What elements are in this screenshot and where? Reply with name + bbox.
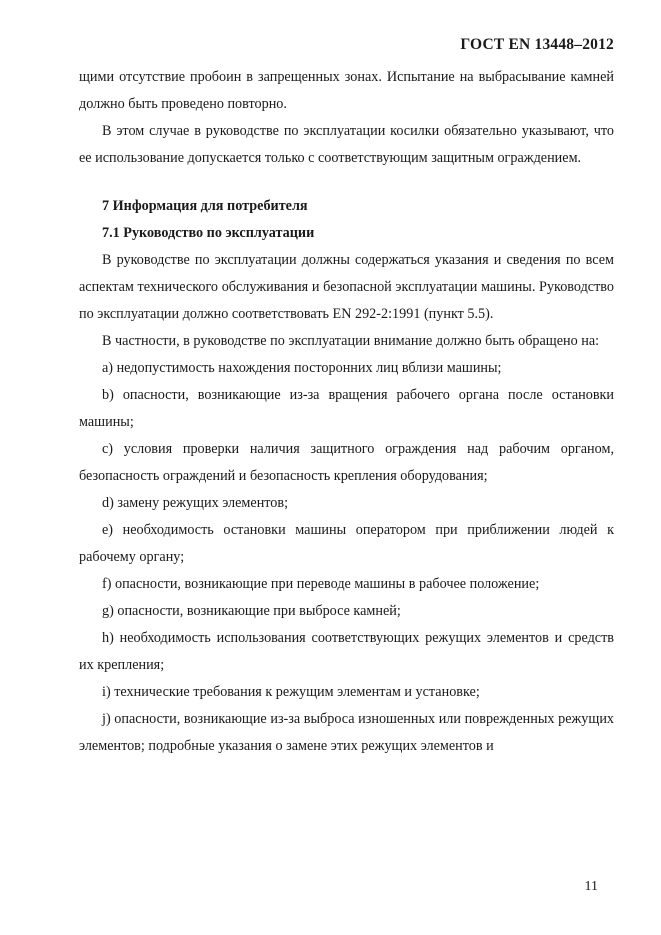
list-item-c: с) условия проверки наличия защитного ограждения над рабочим органом, безопасность ограждений и безопасность крепления оборудования; bbox=[79, 441, 614, 484]
page-body bbox=[79, 64, 614, 760]
section-gap bbox=[79, 172, 614, 193]
list-item-b: b) опасности, возникающие из-за вращения рабочего органа после остановки машины; bbox=[79, 387, 614, 430]
list-item-f: f) опасности, возникающие при переводе машины в рабочее положение; bbox=[102, 576, 540, 592]
list-item-d: d) замену режущих элементов; bbox=[102, 495, 289, 511]
subsection-heading-7-1: 7.1 Руководство по эксплуатации bbox=[102, 225, 315, 241]
paragraph-manual-requirements: В руководстве по эксплуатации должны содержаться указания и сведения по всем аспектам технического обслуживания и безопасной эксплуатации машины. Руководство по эксплуатации должно соответствовать EN 292-2:1991 (пункт 5.5). bbox=[79, 252, 614, 322]
section-heading-7: 7 Информация для потребителя bbox=[102, 198, 308, 214]
list-item-g: g) опасности, возникающие при выбросе камней; bbox=[102, 603, 401, 619]
document-code-header: ГОСТ EN 13448–2012 bbox=[460, 36, 614, 53]
paragraph-attention-intro: В частности, в руководстве по эксплуатации внимание должно быть обращено на: bbox=[102, 333, 600, 349]
paragraph-guard-note: В этом случае в руководстве по эксплуатации косилки обязательно указывают, что ее использование допускается только с соответствующим защитным ограждением. bbox=[79, 123, 614, 166]
list-item-a: а) недопустимость нахождения посторонних лиц вблизи машины; bbox=[102, 360, 502, 376]
list-item-h: h) необходимость использования соответствующих режущих элементов и средств их крепления; bbox=[79, 630, 614, 673]
page-number: 11 bbox=[584, 879, 598, 894]
paragraph-continuation: щими отсутствие пробоин в запрещенных зонах. Испытание на выбрасывание камней должно быть проведено повторно. bbox=[79, 69, 614, 112]
list-item-j: j) опасности, возникающие из-за выброса изношенных или поврежденных режущих элементов; подробные указания о замене этих режущих элементов и bbox=[79, 711, 614, 754]
list-item-e: е) необходимость остановки машины оператором при приближении людей к рабочему органу; bbox=[79, 522, 614, 565]
list-item-i: i) технические требования к режущим элементам и установке; bbox=[102, 684, 480, 700]
